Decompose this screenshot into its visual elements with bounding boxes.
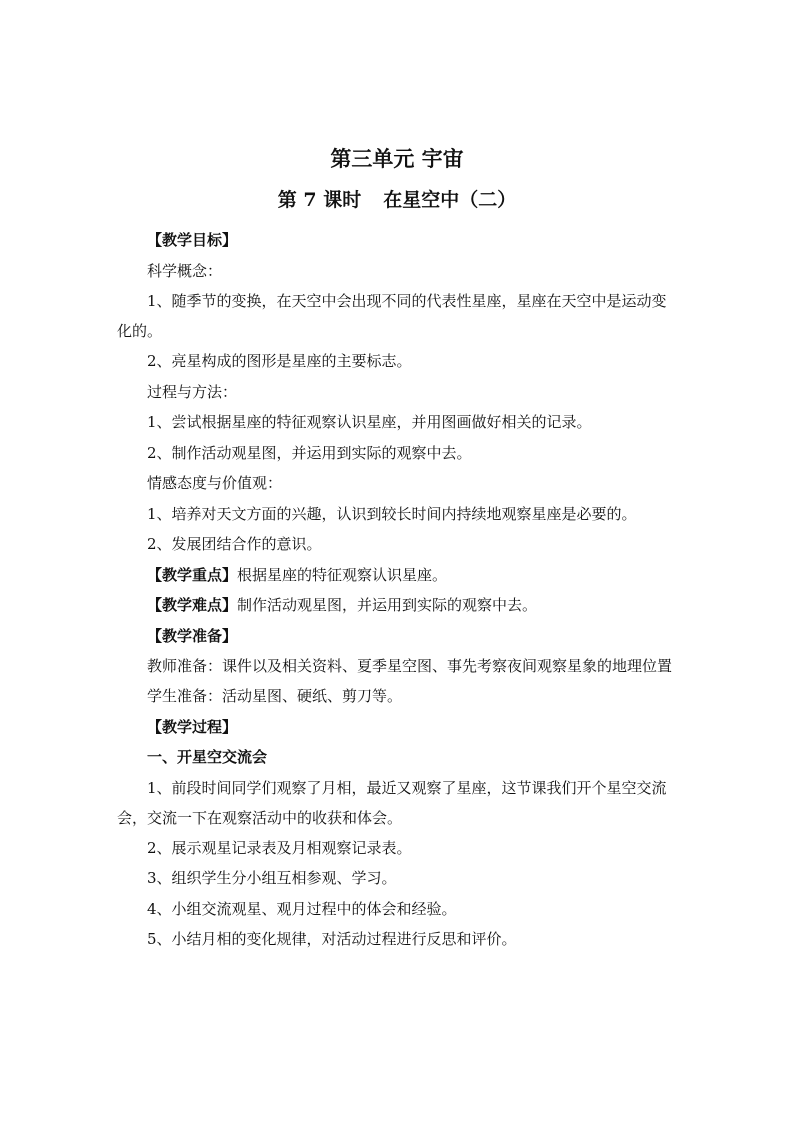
- lesson-title: [0, 185, 794, 212]
- paragraph-text: 1、前段时间同学们观察了月相，最近又观察了星座，这节课我们开个星空交流会，交流一下在观察活动中的收获和体会。: [117, 778, 667, 827]
- paragraph-text: 学生准备：活动星图、硬纸、剪刀等。: [147, 687, 403, 705]
- paragraph: [117, 499, 679, 530]
- paragraph-text: 2、亮星构成的图形是星座的主要标志。: [147, 352, 412, 370]
- paragraph: [117, 924, 679, 955]
- paragraph-text: 制作活动观星图，并运用到实际的观察中去。: [237, 596, 538, 614]
- paragraph: [117, 773, 679, 833]
- paragraph-text: 2、展示观星记录表及月相观察记录表。: [147, 838, 412, 857]
- paragraph: [117, 894, 679, 925]
- paragraph: [117, 712, 679, 743]
- paragraph-text: 1、随季节的变换，在天空中会出现不同的代表性星座，星座在天空中是运动变化的。: [117, 292, 667, 340]
- paragraph: [117, 346, 679, 377]
- paragraph: [117, 438, 679, 469]
- paragraph: [117, 225, 679, 256]
- paragraph: [117, 590, 679, 621]
- lesson-name: 在星空中（二）: [383, 189, 517, 211]
- section-heading: 【教学过程】: [147, 717, 238, 736]
- paragraph-text: 2、制作活动观星图，并运用到实际的观察中去。: [147, 443, 472, 462]
- paragraph-text: 教师准备：课件以及相关资料、夏季星空图、事先考察夜间观察星象的地理位置: [147, 657, 673, 675]
- paragraph: [117, 621, 679, 652]
- paragraph-text: 1、尝试根据星座的特征观察认识星座，并用图画做好相关的记录。: [147, 413, 592, 431]
- section-heading: 【教学目标】: [147, 231, 238, 249]
- section-heading: 一、开星空交流会: [147, 748, 268, 766]
- unit-title: 第三单元 宇宙: [330, 146, 464, 171]
- section-heading: 【教学重点】: [147, 565, 238, 584]
- paragraph-text: 2、发展团结合作的意识。: [147, 535, 322, 553]
- section-heading: 【教学难点】: [147, 596, 238, 614]
- paragraph: [117, 286, 679, 346]
- paragraph-text: 根据星座的特征观察认识星座。: [237, 565, 448, 584]
- paragraph: [117, 468, 679, 499]
- paragraph: [117, 377, 679, 408]
- section-heading: 【教学准备】: [147, 626, 238, 645]
- paragraph: [117, 256, 679, 287]
- paragraph: [117, 833, 679, 864]
- paragraph: [117, 529, 679, 560]
- paragraph-text: 过程与方法：: [147, 382, 238, 401]
- paragraph: [117, 560, 679, 591]
- paragraph: [117, 407, 679, 438]
- paragraph-text: 1、培养对天文方面的兴趣，认识到较长时间内持续地观察星座是必要的。: [147, 504, 637, 523]
- paragraph: [117, 651, 679, 681]
- paragraph-text: 5、小结月相的变化规律，对活动过程进行反思和评价。: [147, 930, 517, 948]
- paragraph: [117, 742, 679, 773]
- paragraph: [117, 681, 679, 712]
- lesson-number: 第 7 课时: [277, 189, 362, 211]
- paragraph-text: 科学概念：: [147, 261, 223, 280]
- paragraph: [117, 863, 679, 894]
- paragraph-text: 4、小组交流观星、观月过程中的体会和经验。: [147, 899, 457, 918]
- document-body: [117, 225, 679, 955]
- paragraph-text: 情感态度与价值观：: [147, 474, 283, 492]
- paragraph-text: 3、组织学生分小组互相参观、学习。: [147, 869, 397, 887]
